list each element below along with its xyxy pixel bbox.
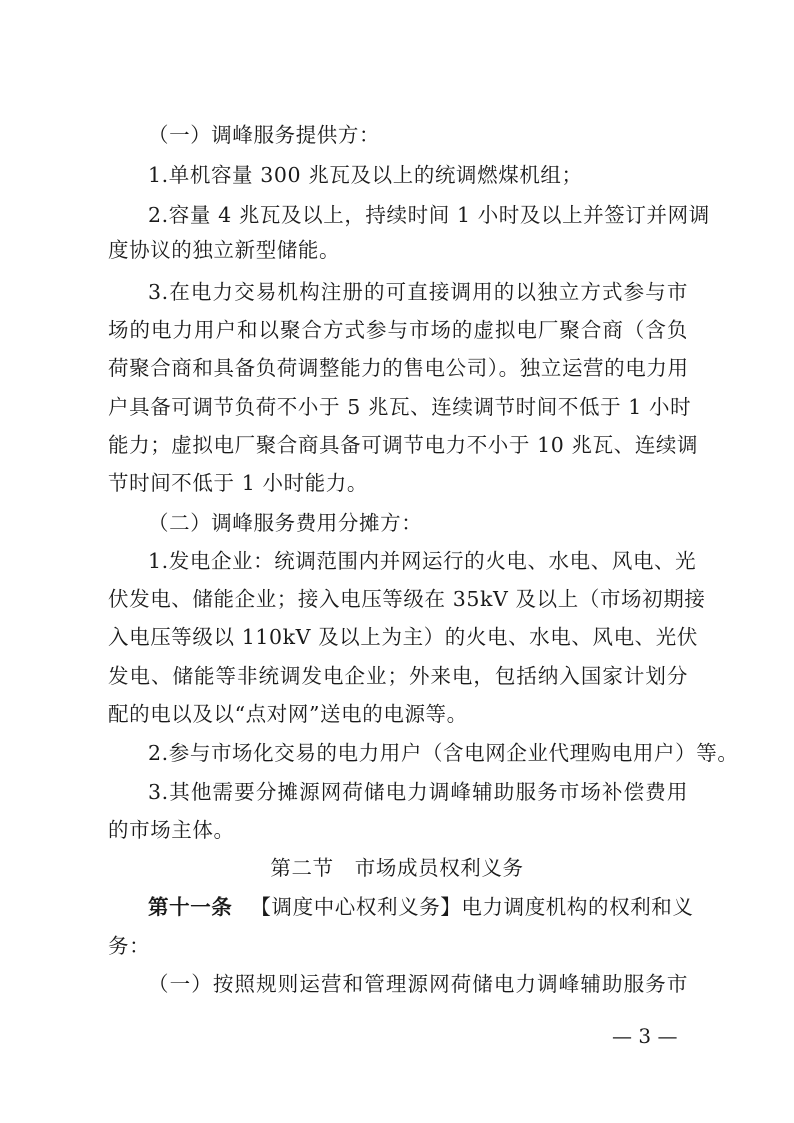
paragraph-line: 节时间不低于 1 小时能力。 [108, 471, 368, 495]
paragraph-line: 配的电以及以“点对网”送电的电源等。 [108, 702, 468, 726]
article-tag: 【调度中心权利义务】 [250, 895, 462, 919]
paragraph-line: 度协议的独立新型储能。 [108, 238, 341, 262]
article-heading-line [148, 895, 694, 919]
paragraph-line: 3.其他需要分摊源网荷储电力调峰辅助服务市场补偿费用 [148, 780, 688, 804]
section-heading: 第二节 市场成员权利义务 [270, 856, 524, 880]
paragraph-line: 能力；虚拟电厂聚合商具备可调节电力不小于 10 兆瓦、连续调 [108, 433, 699, 457]
paragraph-line: 场的电力用户和以聚合方式参与市场的虚拟电厂聚合商（含负 [108, 318, 688, 342]
paragraph-line: 发电、储能等非统调发电企业；外来电，包括纳入国家计划分 [108, 664, 688, 688]
paragraph-line: 荷聚合商和具备负荷调整能力的售电公司）。独立运营的电力用 [108, 356, 689, 380]
subsection-heading-cost-sharing: （二）调峰服务费用分摊方： [148, 511, 423, 535]
paragraph-line: 的市场主体。 [108, 818, 235, 842]
subsection-heading-providers: （一）调峰服务提供方： [148, 123, 381, 147]
paragraph-line: （一）按照规则运营和管理源网荷储电力调峰辅助服务市 [148, 972, 688, 996]
paragraph-line: 入电压等级以 110kV 及以上为主）的火电、水电、风电、光伏 [108, 625, 698, 649]
article-number: 第十一条 [148, 895, 233, 919]
paragraph-line: 务： [108, 934, 151, 958]
paragraph-line: 户具备可调节负荷不小于 5 兆瓦、连续调节时间不低于 1 小时 [108, 395, 692, 419]
paragraph-line: 伏发电、储能企业；接入电压等级在 35kV 及以上（市场初期接 [108, 587, 706, 611]
paragraph-line: 3.在电力交易机构注册的可直接调用的以独立方式参与市 [148, 280, 688, 304]
article-text: 电力调度机构的权利和义 [461, 895, 694, 919]
page-number: — 3 — [612, 1024, 678, 1048]
paragraph-line: 1.单机容量 300 兆瓦及以上的统调燃煤机组； [148, 163, 583, 187]
paragraph-line: 2.参与市场化交易的电力用户（含电网企业代理购电用户）等。 [148, 741, 739, 765]
paragraph-line: 2.容量 4 兆瓦及以上，持续时间 1 小时及以上并签订并网调 [148, 203, 710, 227]
paragraph-line: 1.发电企业：统调范围内并网运行的火电、水电、风电、光 [148, 549, 697, 573]
